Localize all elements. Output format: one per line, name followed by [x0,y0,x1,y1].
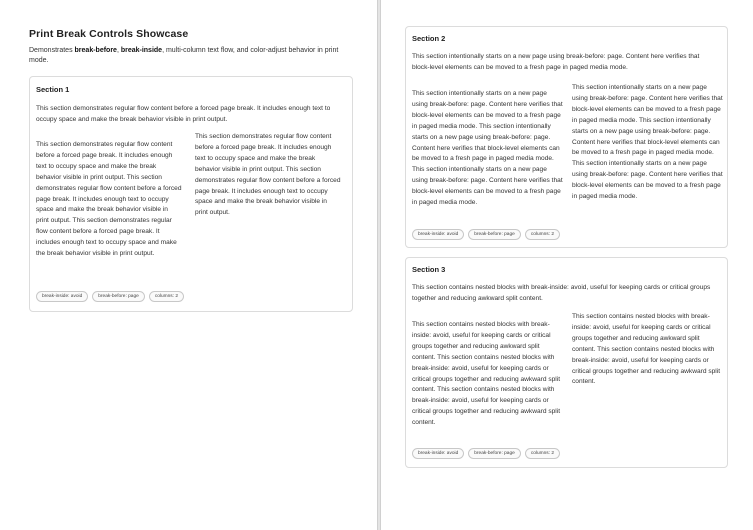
tag-chip: columns: 2 [149,291,184,302]
tag-chip: columns: 2 [525,229,560,240]
section-column-1: This section intentionally starts on a new page using break-before: page. Content here verifies that block-level elements can be moved to a fresh page in paged media mode. This section intentionally starts on a new page using break-before: page. Content here verifies that block-level elements can be moved to a fresh page in paged media mode. This section intentionally starts on a new page using break-before: page. Content here verifies that block-level elements can be moved to a fresh page in paged media mode. [412,90,563,207]
section-heading: Section 3 [412,265,446,274]
section-tags [36,291,184,302]
intro-text: , [116,47,121,54]
tag-chip: break-before: page [468,448,521,459]
document-intro [29,46,351,66]
print-page-2 [381,0,753,530]
tag-chip: break-before: page [92,291,145,302]
section-column-2: This section demonstrates regular flow content before a forced page break. It includes enough text to occupy space and make the break behavior visible in print output. This section demonstrates regular flow content before a forced page break. It includes enough text to occupy space and make the break behavior visible in print output. [195,133,341,217]
tag-chip: break-inside: avoid [412,448,464,459]
section-column-2: This section intentionally starts on a new page using break-before: page. Content here verifies that block-level elements can be moved to a fresh page in paged media mode. This section intentionally starts on a new page using break-before: page. Content here verifies that block-level elements can be moved to a fresh page in paged media mode. This section intentionally starts on a new page using break-before: page. Content here verifies that block-level elements can be moved to a fresh page in paged media mode. [572,84,723,201]
document-title: Print Break Controls Showcase [29,28,189,40]
section-heading: Section 2 [412,34,446,43]
section-column-1: This section demonstrates regular flow content before a forced page break. It includes enough text to occupy space and make the break behavior visible in print output. This section demonstrates regular flow content before a forced page break. It includes enough text to occupy space and make the break behavior visible in print output. This section demonstrates regular flow content before a forced page break. It includes enough text to occupy space and make the break behavior visible in print output. [36,141,182,258]
section-tags [412,229,560,240]
intro-text: , multi-column text flow, and color-adjust behavior in print mode. [29,47,339,64]
section-lead-text: This section contains nested blocks with break-inside: avoid, useful for keeping cards or critical groups together and reducing awkward split content. [412,284,711,302]
section-tags [412,448,560,459]
tag-chip: break-inside: avoid [412,229,464,240]
intro-text: Demonstrates [29,47,75,54]
section-lead-text: This section intentionally starts on a new page using break-before: page. Content here verifies that block-level elements can be moved to a fresh page in paged media mode. [412,53,700,71]
tag-chip: break-inside: avoid [36,291,88,302]
section-card [405,26,728,248]
intro-keyword-break-inside: break-inside [120,47,163,54]
section-card [405,257,728,468]
intro-keyword-break-before: break-before [74,47,117,54]
section-heading: Section 1 [36,85,70,94]
section-column-1: This section contains nested blocks with break-inside: avoid, useful for keeping cards or critical groups together and reducing awkward split content. This section contains nested blocks with break-inside: avoid, useful for keeping cards or critical groups together and reducing awkward split content. This section contains nested blocks with break-inside: avoid, useful for keeping cards or critical groups together and reducing awkward split content. [412,321,561,427]
section-lead-text: This section demonstrates regular flow content before a forced page break. It includes enough text to occupy space and make the break behavior visible in print output. [36,105,331,123]
tag-chip: break-before: page [468,229,521,240]
tag-chip: columns: 2 [525,448,560,459]
section-card [29,76,353,312]
section-column-2: This section contains nested blocks with break-inside: avoid, useful for keeping cards or critical groups together and reducing awkward split content. This section contains nested blocks with break-inside: avoid, useful for keeping cards or critical groups together and reducing awkward split content. [572,313,721,386]
